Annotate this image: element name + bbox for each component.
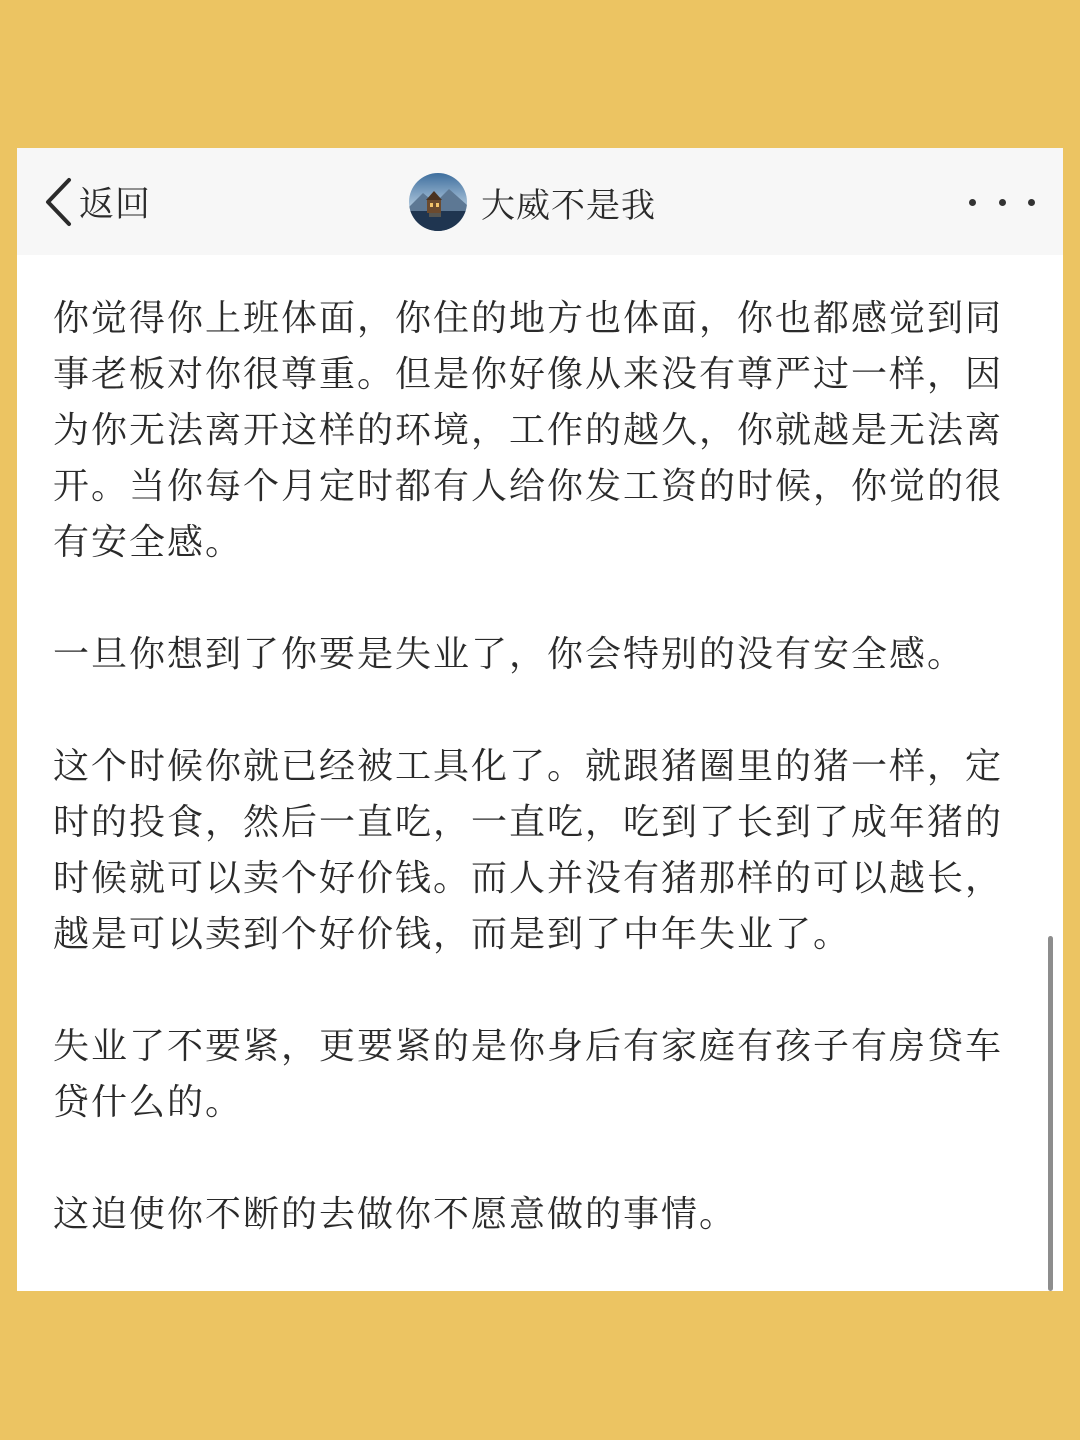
scrollbar[interactable] <box>1048 936 1053 1291</box>
back-label: 返回 <box>79 185 152 225</box>
paragraph: 失业了不要紧，更要紧的是你身后有家庭有孩子有房贷车贷什么的。 <box>53 1026 1004 1123</box>
paragraph: 你觉得你上班体面，你住的地方也体面，你也都感觉到同事老板对你很尊重。但是你好像从来没有尊严过一样，因为你无法离开这样的环境，工作的越久，你就越是无法离开。当你每个月定时都有人给你发工资的时候，你觉的很有安全感。 <box>53 298 1004 563</box>
back-button[interactable] <box>43 176 151 228</box>
paragraph: 一旦你想到了你要是失业了，你会特别的没有安全感。 <box>53 634 966 675</box>
author-name: 大威不是我 <box>481 185 656 226</box>
paragraph: 这迫使你不断的去做你不愿意做的事情。 <box>53 1194 738 1235</box>
more-horizontal-icon <box>999 199 1006 206</box>
post-screen <box>17 148 1063 1291</box>
more-options-button[interactable] <box>969 186 1035 218</box>
author-profile[interactable] <box>409 172 656 232</box>
top-nav-bar <box>17 148 1063 255</box>
post-content <box>53 291 1029 1291</box>
paragraph: 这个时候你就已经被工具化了。就跟猪圈里的猪一样，定时的投食，然后一直吃，一直吃，吃到了长到了成年猪的时候就可以卖个好价钱。而人并没有猪那样的可以越长，越是可以卖到个好价钱，而是到了中年失业了。 <box>53 746 1004 955</box>
avatar[interactable] <box>409 173 467 231</box>
chevron-left-icon <box>43 177 73 227</box>
more-horizontal-icon <box>1028 199 1035 206</box>
more-horizontal-icon <box>969 199 976 206</box>
